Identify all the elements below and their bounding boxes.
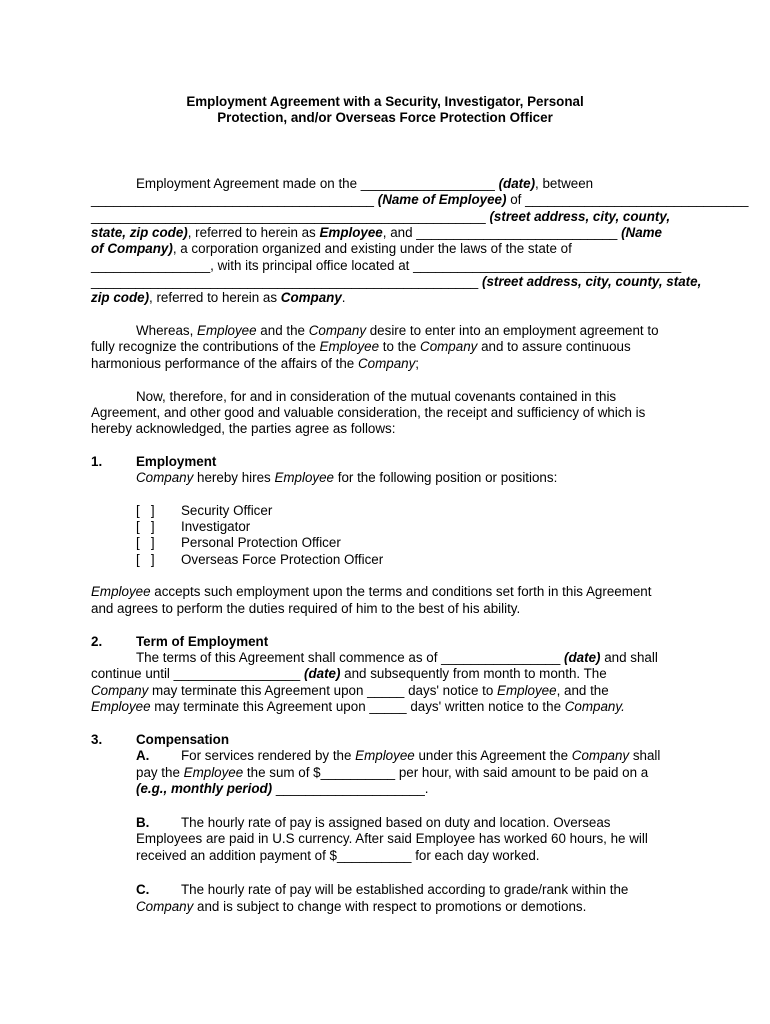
intro-line-8: zip code), referred to herein as Company.: [91, 290, 346, 305]
intro-line-1: Employment Agreement made on the __________________ (date), between: [136, 176, 594, 191]
document-title: [0, 94, 770, 127]
checkbox-investigator[interactable]: [ ]: [136, 519, 155, 534]
section-1-number: 1.: [91, 454, 103, 469]
title-line-2: Protection, and/or Overseas Force Protection Officer: [217, 110, 553, 126]
checkbox-overseas-force-protection-officer[interactable]: [ ]: [136, 552, 155, 567]
clause-c-line-2: Company and is subject to change with respect to promotions or demotions.: [136, 899, 587, 914]
acceptance-line-1: Employee accepts such employment upon the terms and conditions set forth in this Agreement: [91, 584, 652, 599]
section-3-number: 3.: [91, 732, 103, 747]
title-line-1: Employment Agreement with a Security, Investigator, Personal: [186, 94, 584, 109]
clause-b-line-1: The hourly rate of pay is assigned based on duty and location. Overseas: [181, 815, 611, 830]
position-security-officer: Security Officer: [181, 503, 273, 518]
intro-line-2: ______________________________________ (Name of Employee) of ______________________________: [91, 192, 749, 207]
position-personal-protection-officer: Personal Protection Officer: [181, 535, 341, 550]
intro-line-4: state, zip code), referred to herein as Employee, and ___________________________ (Name: [91, 225, 663, 240]
term-line-3: Company may terminate this Agreement upon _____ days' notice to Employee, and the: [91, 683, 609, 698]
whereas-line-2: fully recognize the contributions of the Employee to the Company and to assure continuous: [91, 339, 631, 354]
checkbox-security-officer[interactable]: [ ]: [136, 503, 155, 518]
clause-a-line-2: pay the Employee the sum of $__________ per hour, with said amount to be paid on a: [136, 765, 649, 780]
clause-a-line-1: For services rendered by the Employee under this Agreement the Company shall: [181, 748, 661, 763]
clause-a-label: A.: [136, 748, 150, 763]
intro-line-7: ____________________________________________________ (street address, city, county, state,: [91, 274, 702, 289]
clause-b-label: B.: [136, 815, 150, 830]
position-overseas-force-protection-officer: Overseas Force Protection Officer: [181, 552, 384, 567]
section-2-number: 2.: [91, 634, 103, 649]
position-investigator: Investigator: [181, 519, 251, 534]
term-line-2: continue until _________________ (date) and subsequently from month to month. The: [91, 666, 607, 681]
section-3-heading: Compensation: [136, 732, 229, 747]
now-line-3: hereby acknowledged, the parties agree as follows:: [91, 421, 396, 436]
clause-b-line-2: Employees are paid in U.S currency. After said Employee has worked 60 hours, he will: [136, 831, 648, 846]
term-line-1: The terms of this Agreement shall commence as of ________________ (date) and shall: [136, 650, 658, 665]
clause-a-line-3: (e.g., monthly period) ____________________.: [136, 781, 429, 796]
section-1-line-1: Company hereby hires Employee for the following position or positions:: [136, 470, 558, 485]
intro-line-6: ________________, with its principal office located at ____________________________________: [91, 258, 682, 273]
now-line-2: Agreement, and other good and valuable consideration, the receipt and sufficiency of which is: [91, 405, 646, 420]
intro-line-5: of Company), a corporation organized and existing under the laws of the state of: [91, 241, 572, 256]
section-2-heading: Term of Employment: [136, 634, 269, 649]
now-line-1: Now, therefore, for and in consideration of the mutual covenants contained in this: [136, 389, 617, 404]
clause-c-line-1: The hourly rate of pay will be established according to grade/rank within the: [181, 882, 629, 897]
term-line-4: Employee may terminate this Agreement upon _____ days' written notice to the Company.: [91, 699, 625, 714]
whereas-line-1: Whereas, Employee and the Company desire to enter into an employment agreement to: [136, 323, 659, 338]
clause-c-label: C.: [136, 882, 150, 897]
intro-line-3: _____________________________________________________ (street address, city, county,: [91, 209, 671, 224]
checkbox-personal-protection-officer[interactable]: [ ]: [136, 535, 155, 550]
section-1-heading: Employment: [136, 454, 217, 469]
whereas-line-3: harmonious performance of the affairs of the Company;: [91, 356, 420, 371]
clause-b-line-3: received an addition payment of $__________ for each day worked.: [136, 848, 540, 863]
acceptance-line-2: and agrees to perform the duties required of him to the best of his ability.: [91, 601, 521, 616]
